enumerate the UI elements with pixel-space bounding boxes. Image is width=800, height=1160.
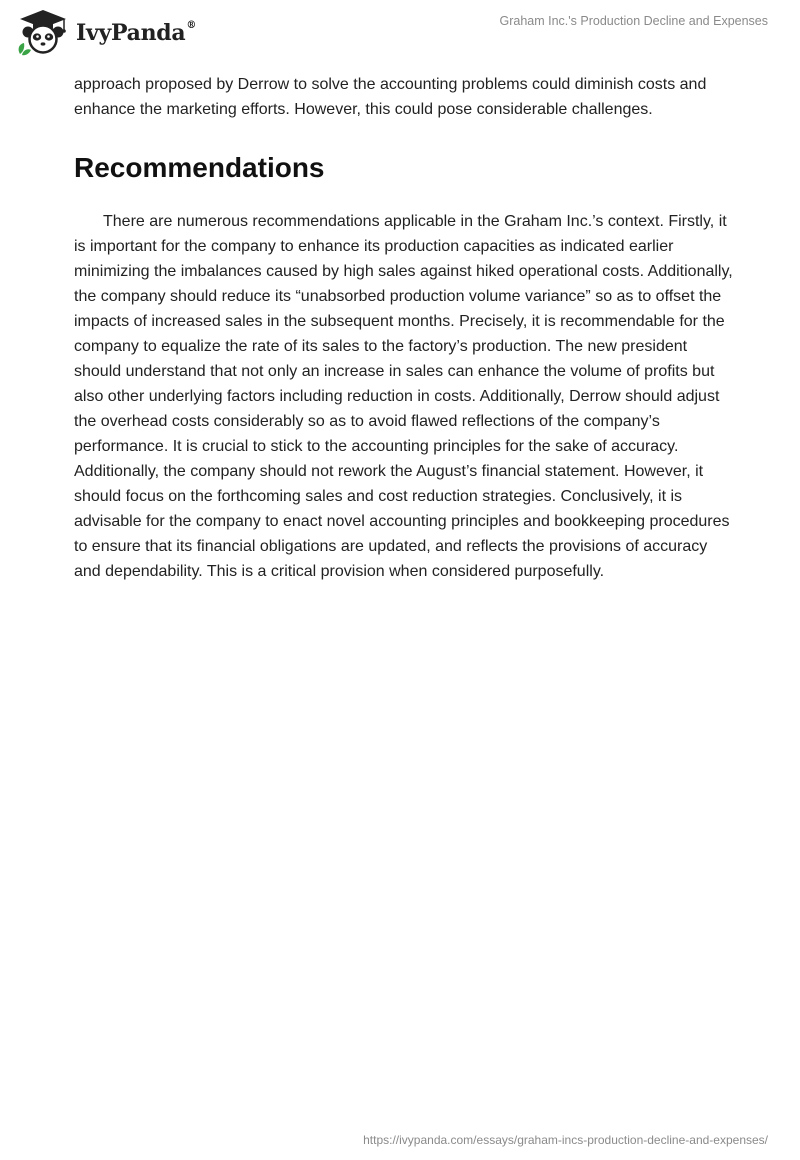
panda-graduate-icon (14, 8, 72, 56)
body-paragraph: There are numerous recommendations applicable in the Graham Inc.’s context. Firstly, it is important for the company to enhance its production capacities as indicated earlier minimizing the imbalances caused by high sales against hiked operational costs. Additionally, the company should reduce its “unabsorbed production volume variance” so as to offset the impacts of increased sales in the subsequent months. Precisely, it is recommendable for the company to equalize the rate of its sales to the factory’s production. The new president should understand that not only an increase in sales can enhance the volume of profits but also other underlying factors including reduction in costs. Additionally, Derrow should adjust the overhead costs considerably so as to avoid flawed reflections of the company’s performance. It is crucial to stick to the accounting principles for the sake of accuracy. Additionally, the company should not rework the August’s financial statement. However, it should focus on the forthcoming sales and cost reduction strategies. Conclusively, it is advisable for the company to enact novel accounting principles and bookkeeping procedures to ensure that its financial obligations are updated, and reflects the provisions of accuracy and dependability. This is a critical provision when considered purposefully. (74, 213, 733, 580)
brand-name: IvyPanda® (76, 19, 197, 46)
page-header (0, 0, 800, 70)
intro-paragraph: approach proposed by Derrow to solve the accounting problems could diminish costs and enhance the marketing efforts. However, this could pose considerable challenges. (74, 76, 707, 118)
ivypanda-logo[interactable] (14, 8, 196, 56)
document-title: Graham Inc.'s Production Decline and Expenses (499, 14, 768, 28)
section-heading: Recommendations (74, 152, 325, 183)
source-url[interactable]: https://ivypanda.com/essays/graham-incs-production-decline-and-expenses/ (363, 1133, 768, 1147)
essay-content (74, 72, 734, 584)
